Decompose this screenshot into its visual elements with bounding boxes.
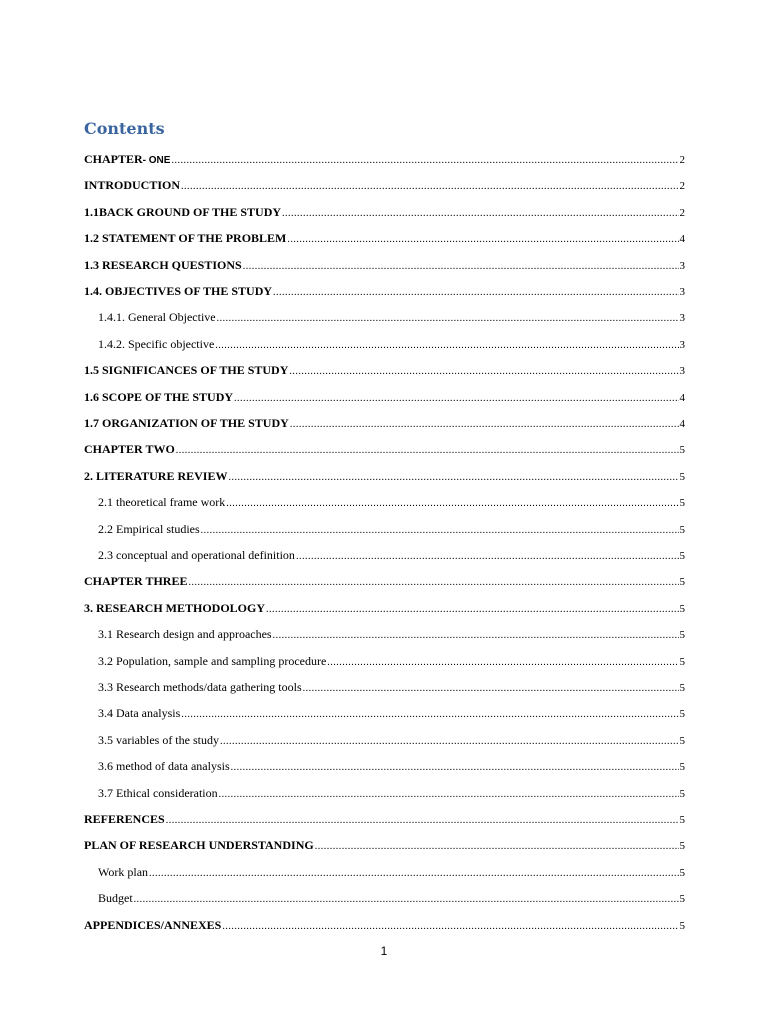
toc-dot-leader xyxy=(201,522,679,540)
toc-entry-page: 4 xyxy=(679,233,685,246)
toc-dot-leader xyxy=(222,918,678,936)
toc-entry-page: 5 xyxy=(679,444,685,457)
toc-dot-leader xyxy=(228,469,678,487)
toc-dot-leader xyxy=(243,258,679,276)
toc-entry-page: 5 xyxy=(679,470,685,483)
toc-entry-page: 5 xyxy=(679,602,685,615)
toc-dot-leader xyxy=(181,178,678,196)
toc-entry[interactable] xyxy=(98,889,685,907)
toc-dot-leader xyxy=(303,680,679,698)
toc-entry-label: APPENDICES/ANNEXES xyxy=(84,917,222,932)
toc-dot-leader xyxy=(273,627,679,645)
toc-entry-label: 1.4. OBJECTIVES OF THE STUDY xyxy=(84,284,273,298)
toc-dot-leader xyxy=(231,759,679,777)
toc-entry[interactable] xyxy=(98,625,685,643)
toc-dot-leader xyxy=(289,363,678,381)
toc-entry-page: 5 xyxy=(679,814,685,826)
toc-entry-page: 5 xyxy=(679,840,685,853)
toc-entry-label: 3. RESEARCH METHODOLOGY xyxy=(84,600,266,615)
toc-dot-leader xyxy=(287,231,678,249)
toc-entry[interactable] xyxy=(98,546,685,564)
toc-entry-page: 5 xyxy=(679,576,685,589)
toc-dot-leader xyxy=(181,706,678,724)
toc-entry-page: 3 xyxy=(679,259,685,272)
toc-entry-label: 3.4 Data analysis xyxy=(98,706,181,721)
toc-entry[interactable] xyxy=(84,150,685,168)
toc-entry[interactable] xyxy=(98,757,685,775)
toc-entry-page: 5 xyxy=(679,497,685,510)
toc-dot-leader xyxy=(166,812,679,830)
toc-entry[interactable] xyxy=(98,704,685,722)
toc-entry-label: 3.5 variables of the study xyxy=(98,732,219,747)
toc-dot-leader xyxy=(215,337,678,355)
toc-dot-leader xyxy=(290,416,679,434)
toc-entry-page: 3 xyxy=(679,365,685,378)
toc-entry-page: 5 xyxy=(679,682,685,694)
toc-entry[interactable] xyxy=(84,203,685,221)
toc-dot-leader xyxy=(149,865,678,883)
toc-entry[interactable] xyxy=(98,493,685,511)
toc-dot-leader xyxy=(315,838,679,856)
toc-entry-label: 1.4.2. Specific objective xyxy=(98,336,215,351)
toc-entry-page: 3 xyxy=(679,312,685,325)
toc-entry-label: 2.3 conceptual and operational definition xyxy=(98,548,295,562)
toc-dot-leader xyxy=(273,284,678,302)
toc-entry-label: 1.7 ORGANIZATION OF THE STUDY xyxy=(84,416,289,430)
toc-entry-label: 1.2 STATEMENT OF THE PROBLEM xyxy=(84,231,287,246)
toc-dot-leader xyxy=(327,654,678,672)
toc-entry[interactable] xyxy=(84,810,685,828)
toc-entry-page: 2 xyxy=(679,206,685,219)
toc-entry[interactable] xyxy=(98,520,685,538)
toc-entry-page: 3 xyxy=(679,286,685,298)
toc-dot-leader xyxy=(226,495,678,513)
toc-entry[interactable] xyxy=(84,361,685,379)
toc-entry[interactable] xyxy=(84,440,685,458)
toc-entry[interactable] xyxy=(98,678,685,696)
toc-entry-label: 3.6 method of data analysis xyxy=(98,759,230,774)
toc-entry[interactable] xyxy=(84,176,685,194)
toc-entry-page: 5 xyxy=(679,734,685,747)
toc-entry[interactable] xyxy=(98,308,685,326)
toc-entry[interactable] xyxy=(98,652,685,670)
toc-entry-label: CHAPTER TWO xyxy=(84,442,175,457)
toc-entry-label xyxy=(84,150,170,170)
toc-dot-leader xyxy=(217,310,679,328)
toc-dot-leader xyxy=(171,152,678,170)
toc-entry-label: 2. LITERATURE REVIEW xyxy=(84,468,228,483)
toc-entry-page: 5 xyxy=(679,550,685,562)
toc-dot-leader xyxy=(134,891,679,909)
toc-entry[interactable] xyxy=(84,282,685,300)
toc-entry-page: 4 xyxy=(679,391,685,404)
toc-entry-label: 3.7 Ethical consideration xyxy=(98,785,218,800)
toc-dot-leader xyxy=(220,733,679,751)
toc-entry-label: 1.4.1. General Objective xyxy=(98,310,216,325)
toc-entry-label: 3.3 Research methods/data gathering tools xyxy=(98,680,302,694)
toc-dot-leader xyxy=(188,574,678,592)
toc-entry[interactable] xyxy=(84,572,685,590)
toc-entry-label: REFERENCES xyxy=(84,812,165,826)
toc-dot-leader xyxy=(266,601,678,619)
toc-entry[interactable] xyxy=(84,414,685,432)
toc-entry[interactable] xyxy=(84,229,685,247)
toc-entry-page: 2 xyxy=(679,180,685,193)
toc-entry-label: Work plan xyxy=(98,864,149,879)
toc-entry-label: 2.2 Empirical studies xyxy=(98,521,200,536)
toc-entry-label: 1.1BACK GROUND OF THE STUDY xyxy=(84,204,282,219)
toc-entry-page: 5 xyxy=(679,893,685,906)
toc-entry-label: 3.1 Research design and approaches xyxy=(98,627,272,642)
toc-entry[interactable] xyxy=(84,256,685,274)
page-number: 1 xyxy=(380,944,388,958)
toc-entry-label: 2.1 theoretical frame work xyxy=(98,495,226,510)
toc-entry-page: 5 xyxy=(679,523,685,536)
toc-entry-label: INTRODUCTION xyxy=(84,178,181,193)
toc-entry-label: Budget xyxy=(98,891,133,906)
toc-entry[interactable] xyxy=(98,731,685,749)
toc-entry-label-suffix: - ONE xyxy=(142,155,171,166)
toc-entry[interactable] xyxy=(98,335,685,353)
toc-entry-page: 2 xyxy=(679,154,685,166)
contents-heading: Contents xyxy=(84,119,165,138)
toc-entry-label: 3.2 Population, sample and sampling procedure xyxy=(98,653,327,668)
toc-entry[interactable] xyxy=(84,916,685,934)
toc-dot-leader xyxy=(296,548,679,566)
toc-entry[interactable] xyxy=(84,388,685,406)
toc-entry[interactable] xyxy=(84,467,685,485)
toc-entry[interactable] xyxy=(84,836,685,854)
toc-entry-label-prefix: CHAPTER xyxy=(84,152,143,166)
toc-entry-label: CHAPTER THREE xyxy=(84,574,188,589)
toc-entry[interactable] xyxy=(84,599,685,617)
toc-dot-leader xyxy=(234,390,678,408)
toc-entry-page: 5 xyxy=(679,761,685,774)
toc-dot-leader xyxy=(219,786,679,804)
toc-entry-label: PLAN OF RESEARCH UNDERSTANDING xyxy=(84,838,314,853)
toc-entry-page: 3 xyxy=(679,338,685,351)
toc-dot-leader xyxy=(282,205,678,223)
toc-entry-page: 5 xyxy=(679,866,685,879)
toc-entry[interactable] xyxy=(98,784,685,802)
toc-entry-page: 5 xyxy=(679,787,685,800)
toc-entry-label: 1.3 RESEARCH QUESTIONS xyxy=(84,257,242,272)
toc-entry-label: 1.5 SIGNIFICANCES OF THE STUDY xyxy=(84,363,289,378)
toc-entry-page: 5 xyxy=(679,629,685,642)
toc-entry-page: 5 xyxy=(679,708,685,721)
toc-entry-page: 5 xyxy=(679,655,685,668)
toc-entry-label: 1.6 SCOPE OF THE STUDY xyxy=(84,389,234,404)
toc-entry-page: 5 xyxy=(679,919,685,932)
toc-entry-page: 4 xyxy=(679,418,685,430)
toc-entry[interactable] xyxy=(98,863,685,881)
toc-dot-leader xyxy=(176,442,679,460)
